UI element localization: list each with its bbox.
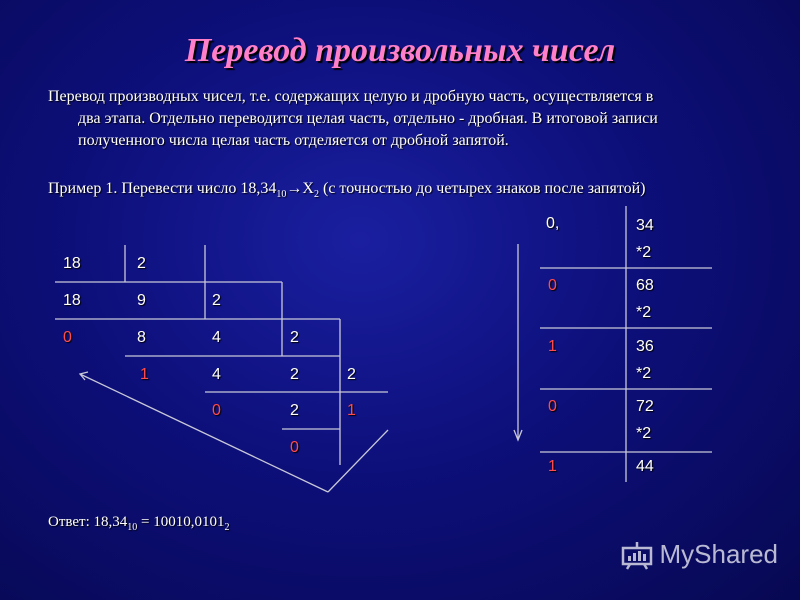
example-sub-base2: 2: [313, 189, 319, 201]
div-cell: 18: [63, 292, 81, 309]
frac-mult: *2: [636, 365, 652, 382]
div-remainder: 0: [63, 329, 72, 346]
frac-mult: *2: [636, 425, 652, 442]
example-suffix: (с точностью до четырех знаков после запятой): [318, 180, 646, 197]
frac-int-digit: 0: [548, 277, 557, 294]
intro-line-3: полученного числа целая часть отделяется от дробной запятой.: [78, 132, 509, 149]
div-cell: 18: [63, 255, 81, 272]
answer-value: = 10010,0101: [137, 514, 225, 530]
div-cell: 8: [137, 329, 146, 346]
frac-int-digit: 1: [548, 338, 557, 355]
frac-int-digit: 0: [548, 398, 557, 415]
example-arrow: →X: [286, 180, 314, 197]
frac-value: 36: [636, 338, 654, 355]
frac-value: 72: [636, 398, 654, 415]
presentation-icon: [620, 540, 654, 570]
page-title: Перевод произвольных чисел: [184, 32, 616, 69]
intro-line-1: Перевод производных чисел, т.е. содержащих целую и дробную часть, осуществляется в: [48, 88, 654, 105]
div-cell: 2: [290, 402, 299, 419]
div-cell: 2: [212, 292, 221, 309]
div-cell: 2: [137, 255, 146, 272]
div-cell: 4: [212, 329, 221, 346]
answer-sub-base2: 2: [224, 522, 230, 533]
div-remainder: 1: [140, 366, 149, 383]
logo-text: MyShared: [659, 539, 778, 569]
intro-line-2: два этапа. Отдельно переводится целая часть, отдельно - дробная. В итоговой записи: [78, 110, 658, 127]
answer-prefix: Ответ: 18,34: [48, 514, 128, 530]
answer-line: [48, 514, 229, 533]
div-remainder: 0: [212, 402, 221, 419]
frac-mult: *2: [636, 304, 652, 321]
frac-value: 68: [636, 277, 654, 294]
watermark-logo: [620, 539, 779, 570]
div-cell: 2: [347, 366, 356, 383]
div-cell: 2: [290, 329, 299, 346]
frac-mult: *2: [636, 244, 652, 261]
div-cell: 4: [212, 366, 221, 383]
frac-int-digit: 1: [548, 458, 557, 475]
frac-value: 34: [636, 217, 654, 234]
example-prefix: Пример 1. Перевести число 18,34: [48, 180, 277, 197]
div-remainder: 0: [290, 439, 299, 456]
example-sub-base10: 10: [276, 189, 287, 201]
div-remainder: 1: [347, 402, 356, 419]
div-cell: 9: [137, 292, 146, 309]
frac-value: 44: [636, 458, 654, 475]
frac-head: 0,: [546, 215, 560, 232]
answer-sub-base10: 10: [127, 522, 138, 533]
div-cell: 2: [290, 366, 299, 383]
